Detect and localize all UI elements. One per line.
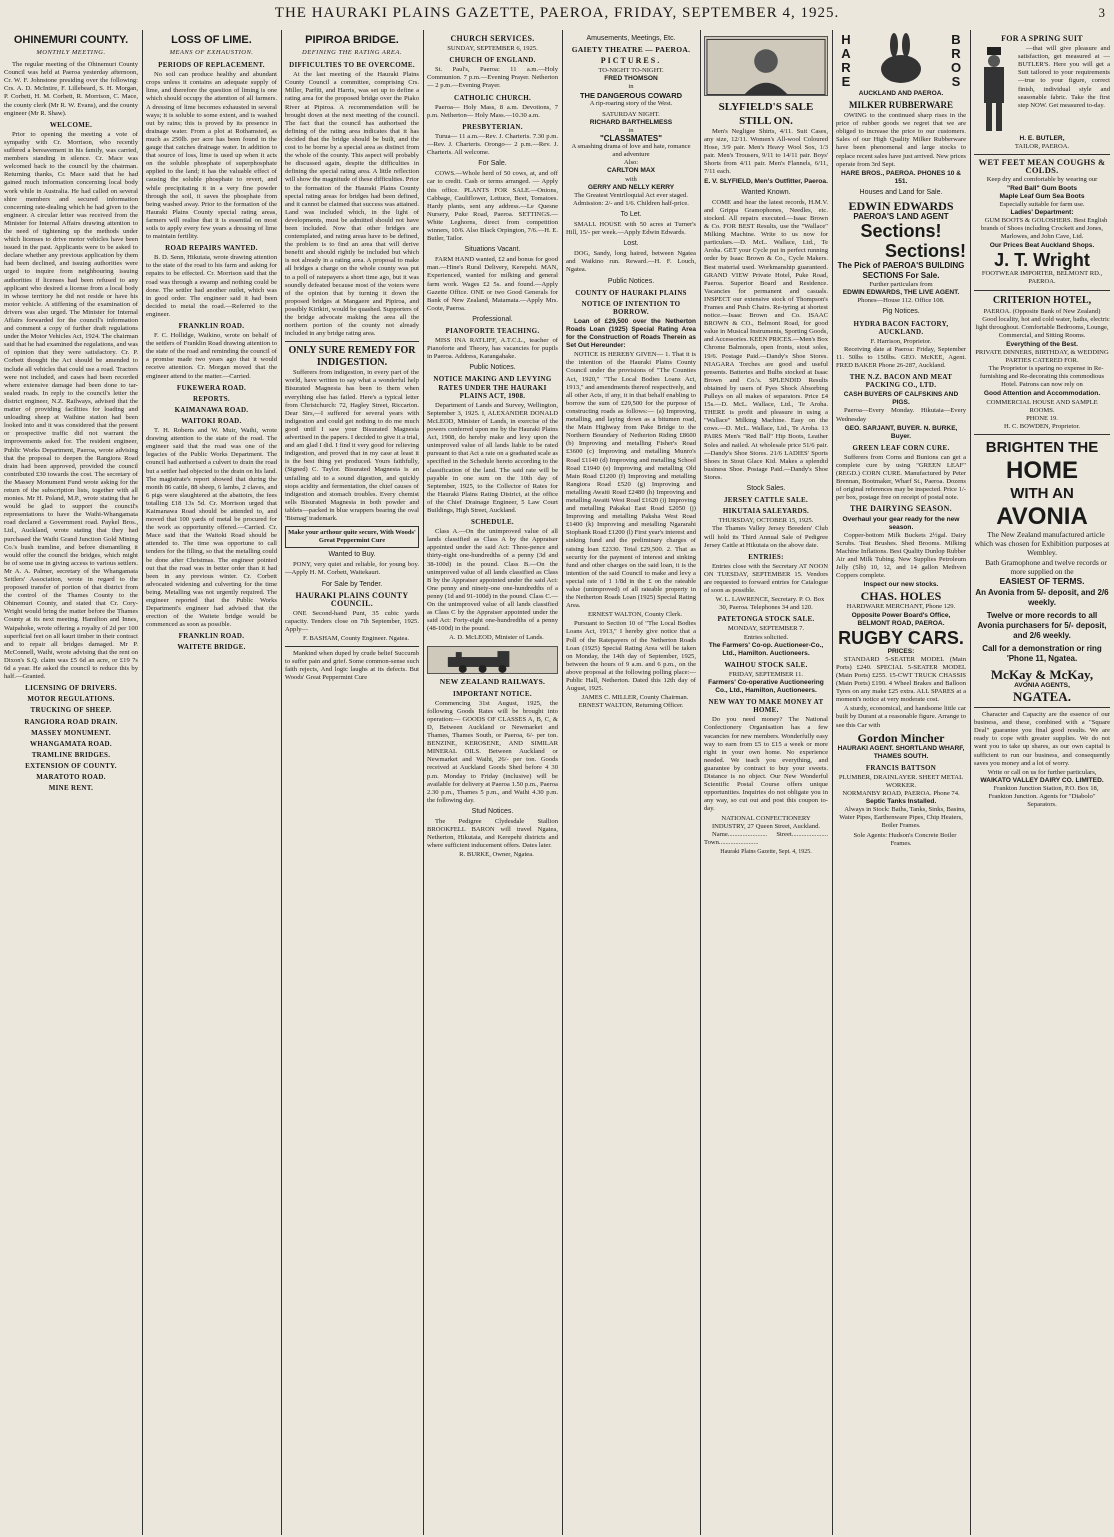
connector-text: with (625, 175, 637, 183)
section-heading: FRANCIS BATTSON (865, 763, 937, 772)
section-heading: SCHEDULE. (471, 518, 514, 527)
ad-headline: AVONIA (996, 502, 1088, 530)
article-text: F. C. Hollidge, Waikino, wrote on behalf of the settlers of Franklin Road drawing attention to the state of the road and reminding the council of a promise made two years ago that it would receive attention. Cr. Morgan moved that the engineer attend to the matter.—Carried. (146, 332, 277, 380)
ad-text: Sufferers from indigestion, in every part of the world, have written to say what a wonderful help Bisurated Magnesia has been to them when everything else has failed. Here's a typical letter from Christchurch: 72, Hagley Street, Riccarton. Dear Sirs,—I suffered for several years with indigestion and could get nothing to do me much good until I saw your Bisurated Magnesia advertised in the papers. I decided to give it a trial, and am glad I did. I find it very good for relieving indigestion, and proved that in my case at least it is the best thing yet produced. Yours faithfully, (Signed) C. Taylor. Bisurated Magnesia is an unfailing aid to a sound digestion, and quickly stops acidity and fermentation, the chief causes of indigestion and stomach troubles. Every chemist sells Bisurated Magnesia in both powder and tablets—packed in blue wrappers bearing the oval 'Bismag' trademark. (285, 369, 419, 522)
coupon-form: Name........................ Street...................... Town........................ (704, 830, 828, 846)
ad-text: Our Prices Beat Auckland Shops. (989, 242, 1095, 250)
schedule-line: TO-NIGHT TO-NIGHT. (598, 67, 664, 75)
divider (285, 341, 419, 342)
theatre-name: GAIETY THEATRE — PAEROA. (571, 45, 691, 55)
schedule-line: SATURDAY NIGHT. (602, 110, 660, 118)
ad-text: COMMERCIAL HOUSE AND SAMPLE ROOMS. (986, 398, 1098, 414)
column-rule (562, 30, 563, 1535)
ad-headline: RUGBY CARS. (838, 627, 964, 648)
ad-text: Bath Gramophone and twelve records or more supplied on the (985, 557, 1107, 576)
section-heading: NOTICE MAKING AND LEVYING RATES UNDER THE HAURAKI PLAINS ACT, 1908. (433, 375, 552, 400)
column-rule (281, 30, 282, 1535)
classified-text: FARM HAND wanted, £2 and bonus for good man.—Hine's Rural Delivery, Kerepehi. MAN, Experienced, wanted for milking and general farm work. Wages £2 5s. and found.—Apply Gazette Office. ONE or two Good Generals for Bank of New Zealand, Matamata.—Apply Mrs. Coote, Paeroa. (427, 256, 558, 312)
listing-text: Turua— 11 a.m.—Rev. J. Charteris. 7.30 p.m.—Rev. J. Charteris. Orongo— 2 p.m.—Rev. J. Charteris. All welcome. (427, 132, 558, 157)
divider (974, 290, 1110, 291)
section-label: Lost. (623, 240, 639, 248)
article-text: B. D. Senn, Hikutaia, wrote drawing attention to the state of the road to his farm and asking for repairs to be effected. Cr. Morrison said that the road was through a swamp and nothing could be done. The settler had another outlet, which was in good order. The engineer said it had been decided to metal the road.—Referred to the engineer. (146, 254, 277, 318)
ad-text: Copper-bottom Milk Buckets 2½gal. Dairy Scrubs. Teat Brushes. Shed Brooms. Milking Machine Inflations. Best Quality Dunlop Rubber Air and Milk Tubing. New Supplies Petroleum Jelly (5lb) 10, 12, and 14 gallon Methven Coppers complete. (836, 531, 966, 580)
section-heading: NEW WAY TO MAKE MONEY AT HOME. (708, 698, 824, 715)
section-heading: NOTICE OF INTENTION TO BORROW. (581, 299, 681, 316)
ad-headline: McKay & McKay, (990, 667, 1094, 682)
section-heading: THE DAIRYING SEASON. (850, 504, 952, 514)
ad-text: CASH BUYERS OF CALFSKINS AND PIGS. (843, 391, 959, 407)
section-heading: GREEN LEAF CORN CURE. (852, 443, 950, 452)
signature: W. L. LAWRENCE, Secretary. P. O. Box 30, Paeroa. Telephones 34 and 120. (715, 596, 825, 612)
section-label: Wanted Known. (741, 188, 791, 196)
article-text: T. H. Roberts and W. Muir, Waihi, wrote drawing attention to the state of the road. The engineer said that the road was one of the legacies of the Public Works Department. The council had authorised a culvert to drain the road but a settler had objected to the drain on his land. The magistrate's report showed that during the month 86 cattle, 88 sheep, 6 lambs, 2 claves, and 6 pigs were slaughtered at the abattoirs, the fees totalling £18 13s 5d. Cr. Morrison urged that Kaimanawa Road should be attended to, and moved that 100 yards of metal be procured for the work as opportunity offered.—Carried. Cr. Mace said that the Waitoki Road should be attended to. The time was opportune to call tenders for the filling, so that the metalling could be done after Christmas. The engineer pointed out that the road was in better order than it had been in any previous winter. Cr. Corbett advocated widening and culverting for the time being. Metalling was not urgently required. The engineer reported that the Public Works Department's engineer had advised that the erection of the Waitete bridge would be commenced as soon as possible. (146, 427, 277, 629)
section-heading: THE N.Z. BACON AND MEAT PACKING CO., LTD. (849, 373, 953, 390)
section-heading: CHURCH OF ENGLAND. (449, 56, 536, 65)
film-title: "CLASSMATES" (599, 134, 663, 144)
classified-text: ONE Second-hand Punt, 35 cubic yards capacity. Tenders close on 7th September, 1925. Apply— (285, 609, 419, 633)
section-heading: WAITOKI ROAD. (181, 416, 242, 425)
ad-text: EASIEST OF TERMS. (999, 575, 1085, 586)
ad-headline: Gordon Mincher (857, 730, 945, 745)
ad-text: HARDWARE MERCHANT, Phone 129. (846, 603, 956, 611)
classified-text: COME and hear the latest records, H.M.V. and Grippa Gramophones, Needles, etc. stocked. All repairs executed.—Isaac Brown & Co. FOR BEST Results, use the "Wallace" Milking Machine. Write to us now for particulars.—D. McL. Wallace, Ltd., Te Aroha. GET your Cycle put in perfect running order by Isaac Brown & Co., Cycle Makers. Best material used. Workmanship guaranteed. GRAND VIEW Private Hotel, Puke Road, Paeroa. Superior Board and Residence. Vacancies for permanent and casuals. INSPECT our extensive stock of Thompson's Frames and Push Chairs. Re-tyring at shortest notice.—Isaac Brown and Co. ISAAC BROWN & CO., Belmont Road, for good value in Musical Instruments, Sporting Goods, and Accessories. KEEN PRICES.—Men's Box Chrome Balmorals, open fronts, stout soles, 19/6. Postage Paid.—Dandy's Shoe Stores. NIAGARA Torches are good and useful presents. Batteries and Bulbs stocked at Isaac Brown and Co.'s. SPLENDID Results obtained by users of Pyes Shock Absorbing Pulleys on all makes of separators. Price £4 15s.—D. McL. Wallace, Ltd., Te Aroha. THERE is profit and pleasure in using a "Wallace" Milking Machine. Easy on the cows.—D. McL. Wallace, Ltd., Te Aroha. 13 PAIRS Men's "Red Ball" Hip Boots, Leather Soles and nailed. At wholesale price 51/6 pair.—Dandy's Shoe Stores. 21/6 LADIES' Sports Shoes in Stout Glace Kid. Makes a splendid business Shoe. Postage Paid.—Dandy's Shoe Stores. (704, 198, 828, 481)
ad-text: Opposite Power Board's Office, BELMONT ROAD, PAEROA. (851, 611, 951, 627)
ad-text: NORMANBY ROAD, PAEROA. Phone 74. (842, 790, 960, 798)
column-ohinemuri-county (4, 32, 138, 1532)
ad-text: GUM BOOTS & GOLOSHERS. Best English brands of Shoes including Crockett and Jones, Marlowes, and John Cave, Ltd. (980, 216, 1108, 241)
divider (974, 434, 1110, 435)
ad-text: PAEROA. (Opposite Bank of New Zealand) (983, 307, 1101, 315)
signature: JAMES C. MILLER, County Chairman. ERNEST WALTON, Returning Officer. (578, 694, 689, 710)
section-heading: MINE RENT. (48, 784, 94, 793)
ad-text: "Red Ball" Gum Boots (1007, 184, 1077, 192)
ad-headline: BRIGHTEN THE (985, 438, 1099, 456)
section-heading: HIKUTAIA SALEYARDS. (722, 507, 810, 516)
subheadline: DEFINING THE RATING AREA. (302, 49, 402, 56)
logo-hare: H A R E (841, 32, 851, 89)
article-text: No soil can produce healthy and abundant crops unless it contains an adequate supply of lime, and therefore the question of liming is one which should occupy the attention of all farmers. A dressing of lime becomes exhausted in several ways; it is soluble to some extent, and is washed out by rains; this is proved by its presence in drainage water. From a plot at Rothamsted, as much as 250lb. per acre has been found in the gauge that catches drainage water. In addition to that source of loss, lime is used up when it acts on the soluble phosphate of superphosphate applied to the land; it has the valuable effect of causing the soluble phosphate to revert, and while precipitating it in a very fine powder through the soil, it saves the phosphate from being washed away. Prior to the formation of the Hauraki Plains County special rating areas, farmers will realise that it is essential on most soils to apply every few years a dressing of lime to maintain fertility. (146, 71, 277, 241)
spring-suit-ad (974, 45, 1110, 135)
connector-text: in (628, 83, 634, 91)
ad-text: Paeroa—Every Monday. Hikutaia—Every Wednesday (836, 407, 966, 423)
ad-text: Always in Stock: Baths, Tanks, Sinks, Basins, Water Pipes, Earthenware Pipes, Chip Heaters, Boiler Frames. (839, 806, 966, 830)
ad-text: Maple Leaf Gum Sea Boots (999, 192, 1085, 200)
section-heading: TRUCKING OF SHEEP. (30, 706, 112, 715)
headline: CHURCH SERVICES. (450, 34, 535, 43)
section-heading: PRESBYTERIAN. (462, 122, 523, 131)
ad-text: PRIVATE DINNERS, BIRTHDAY, & WEDDING PARTIES CATERED FOR. (975, 348, 1109, 365)
notice-text: Department of Lands and Survey, Wellington, September 3, 1925. I, ALEXANDER DONALD McLEOD, Minister of Lands, in exercise of the powers conferred upon me by the Hauraki Plains Act, 1908, do hereby make and levy upon the unimproved value of all lands liable to be rated pursuant to that Act a rate on a graduated scale as specified in the Schedule hereto according to the classification of the land. The said rate will be payable in one sum on the 10th day of September, 1925, to the Collector of Rates for the Hauraki Plains Rating District, at the office of the Chief Drainage Engineer, 5 Law Court Buildings, High Street, Auckland. (427, 401, 558, 514)
ad-signature: HARE BROS., PAEROA. PHONES 10 & 151. (840, 169, 962, 185)
actor-name: FRED THOMSON (604, 75, 658, 83)
film-tagline: A smashing drama of love and hate, romance and adventure (571, 143, 691, 159)
ad-text: Good locality, hot and cold water, baths, electric light throughout. Comfortable Bedrooms, Lounge, Commercial, and Sitting Rooms. (975, 315, 1110, 339)
ad-text: Especially suitable for farm use. (999, 200, 1085, 208)
section-heading: JERSEY CATTLE SALE. (723, 496, 809, 505)
column-rule (142, 30, 143, 1535)
section-label: Houses and Land for Sale. (859, 188, 943, 196)
company-address: NATIONAL CONFECTIONERY INDUSTRY, 27 Queen Street, Auckland. (711, 814, 821, 830)
section-heading: ROAD REPAIRS WANTED. (165, 244, 258, 253)
section-heading: MOTOR REGULATIONS. (27, 695, 115, 704)
section-heading: WELCOME. (49, 120, 93, 129)
ad-text: Septic Tanks Installed. (865, 798, 937, 806)
ad-headline: MILKER RUBBERWARE (849, 100, 953, 111)
section-heading: COUNTY OF HAURAKI PLAINS (575, 288, 687, 297)
act-name: GERRY AND NELLY KERRY (587, 183, 675, 191)
headline: LOSS OF LIME. (171, 34, 252, 46)
sections-heading: Sections! (884, 241, 966, 262)
section-heading: EXTENSION OF COUNTY. (25, 761, 117, 770)
classified-text: SMALL HOUSE with 50 acres at Turner's Hill, 15/- per week.—Apply Edwin Edwards. (566, 220, 696, 237)
ad-headline: ONLY SURE REMEDY FOR INDIGESTION. (288, 345, 416, 369)
ad-signature: E. V. SLYFIELD, Men's Outfitter, Paeroa. (704, 177, 828, 185)
gentleman-icon (974, 45, 1014, 135)
ad-text: Sole Agents: Hudson's Concrete Boiler Frames. (853, 831, 957, 847)
act-tagline: The Greatest Ventriloquial Act ever staged. (574, 191, 688, 199)
headline: PIPIROA BRIDGE. (305, 34, 399, 46)
classified-text: PONY, very quiet and reliable, for young boy.—Apply H. M. Corbett, Waitekauri. (285, 561, 419, 577)
notice-text: The Thames Valley Jersey Breeders' Club will hold its Third Annual Sale of Pedigree Jersey Cattle at Hikutaia on the above date. (704, 525, 828, 549)
column-loss-of-lime (146, 32, 277, 1532)
ad-headline: HAURAKI PLAINS COUNTY COUNCIL. (295, 590, 409, 608)
section-heading: LICENSING OF DRIVERS. (25, 684, 117, 693)
ad-signature: EDWIN EDWARDS, THE LIVE AGENT. (842, 289, 960, 297)
column-butler-tailor (974, 32, 1110, 1532)
ad-text: Sufferers from Corns and Bunions can get a complete cure by using "GREEN LEAF" (REGD.) CORN CURE. Manufactured by Peter Brennan, Bootmaker, Wharf St., Paeroa. Dozens of original references may be inspected. Price 1/- per box, postage free on receipt of postal note. (836, 453, 966, 502)
logo-bros: B R O S (950, 32, 962, 89)
subheadline: MEANS OF EXHAUSTION. (169, 49, 254, 56)
listing-text: Paeroa— Holy Mass, 8 a.m. Devotions, 7 p.m. Netherton— Holy Mass.—10.30 a.m. (427, 103, 558, 119)
ad-text: An Avonia from 5/- deposit, and 2/6 weekly. (975, 588, 1109, 607)
ad-text: Good Attention and Accommodation. (983, 390, 1101, 398)
notice-text: Pursuant to Section 10 of "The Local Bodies Loans Act, 1913," I hereby give notice that a Poll of the Ratepayers of the Netherton Roads Loan (1925) Special Rating Area will be taken on Monday, the 14th day of September, 1925, between the hours of 9 a.m. and 6 p.m., on the above proposal at the following polling place:— Public Hall, Netherton. Dated this 12th day of August, 1925. (566, 620, 696, 693)
page-number: 3 (1098, 5, 1106, 20)
portrait-illustration (704, 36, 828, 96)
ad-headline: WAIKATO VALLEY DAIRY CO. LIMITED. (980, 776, 1104, 784)
ad-text: The Pick of PAEROA'S BUILDING SECTIONS For Sale. (837, 261, 965, 281)
section-label: Situations Vacant. (464, 246, 521, 254)
ad-text: PLUMBER, DRAINLAYER. SHEET METAL WORKER. (838, 773, 964, 789)
admission-price: Admission: 2/- and 1/6. Children half-price. (573, 199, 689, 207)
date-line: THURSDAY, OCTOBER 15, 1925. (718, 517, 814, 525)
ad-text: Character and Capacity are the essence of our business, and these, combined with a "Square Deal" guarantee you final good results. We are ready to cope with greater supplies. We do not want you to take up shares, as our own capital is sufficient to run our business, and consequently saves you money and a lot of worry. (974, 711, 1110, 767)
notice-text: Entries close with the Secretary AT NOON ON TUESDAY, SEPTEMBER 15. Vendors are requested to forward entries for Catalogue of soon as possible. (704, 562, 828, 595)
column-slyfields (704, 32, 828, 1532)
divider (285, 646, 419, 647)
signature: ERNEST WALTON, County Clerk. (587, 611, 683, 619)
notice-text: Commencing 31st August, 1925, the following Goods Rates will be brought into operation:— GOODS OF CLASSES A, B, C, & D, Between Auckland or Newmarket and Thames, Thames South, or Paeroa, 6/- per ton. BENZINE, KEROSENE, AND SIMILAR MINERAL OILS. Between Auckland or Newmarket and Waihi, 26/- per ton. Goods received at Auckland Goods Shed before 4 30 p.m. Monday to Friday (inclusive) will be available for delivery at Paeroa 1.50 p.m., Paeroa 2.30 p.m., Thames 5 p.m., and Waihi 4.30 p.m. the following day. (427, 699, 558, 804)
section-heading: REPORTS. (193, 394, 230, 403)
section-label: Stud Notices. (471, 807, 514, 815)
section-heading: PIANOFORTE TEACHING. (445, 327, 540, 335)
signature: F. BASHAM, County Engineer. Ngatea. (302, 635, 410, 643)
section-heading: FRANKLIN ROAD. (178, 322, 245, 330)
section-heading: NEW ZEALAND RAILWAYS. (439, 677, 546, 687)
company-location: AUCKLAND AND PAEROA. (858, 90, 944, 97)
ad-text: TAILOR, PAEROA. (1014, 143, 1070, 151)
ad-headline: J. T. Wright (994, 250, 1090, 271)
ad-text: Men's Negligee Shirts, 4/11. Suit Cases, any size, 12/11. Women's All-wool Coloured Hose, 3/9 pair. Men's Heavy Wool Sox, 1/3 pair. Men's Trousers, 9/11 to 14/11 pair. Boys' Shorts from 4/11 pair. Men's Flannels, 6/11, 7/11 each. (704, 128, 828, 176)
ad-tagline: Make your arthour quite secure, With Woods' Great Peppermint Cure (285, 526, 419, 548)
ad-text: Frankton Junction Station, P.O. Box 18, Frankton Junction. Agents for "Diabolo" Separators. (988, 784, 1099, 809)
masthead-title: THE HAURAKI PLAINS GAZETTE, PAEROA, FRIDAY, SEPTEMBER 4, 1925. (274, 5, 840, 21)
ad-headline: EDWIN EDWARDS (848, 199, 954, 214)
ad-subheadline: PAEROA'S LAND AGENT (853, 212, 949, 222)
classified-text: The Pedigree Clydesdale Stallion BROOKFELL BARON will travel Ngatea, Netherton, Hikutaia, and Kerepehi districts and where sufficient inducement offers. Dates later. (427, 817, 558, 850)
ad-headline: WITH AN (1010, 484, 1074, 502)
column-church-services (427, 32, 558, 1532)
section-heading: RANGIORA ROAD DRAIN. (24, 717, 118, 726)
section-heading: WAIHOU STOCK SALE. (724, 660, 808, 669)
section-label: For Sale. (478, 160, 507, 168)
section-heading: FRANKLIN ROAD. (178, 632, 245, 641)
article-text: The regular meeting of the Ohinemuri County Council was held at Paeroa yesterday afternoon, Cr. W. F. Johnstone presiding over the following: Crs. A. D. McIntire, F. Lillebeard, S. H. Morgan, P. Corbett, H. M. Corbett, R. Morrison, C. Mace, the county clerk (Mr R. W. Evans), and the county engineer (Mr R. Shaw). (4, 61, 138, 117)
ad-headline: CRITERION HOTEL, (992, 294, 1092, 306)
notice-text: NOTICE IS HEREBY GIVEN— 1. That it is the intention of the Hauraki Plains County Council under the provisions of "The Counties Act, 1920," "The Local Bodies Loans Act, 1913," and amendments thereof respectively, and all other Acts, if any, it in that behalf enabling to borrow the sum of £29,500 for the purpose of constructing roads as follows:— (a) Improving, metalling, and laying down as a bitumen road, the Main Highway from Pake Bridge to the Northern Boundary of Netherton Riding £8600 (b) Improving and metalling Fisher's Road £3600 (c) Improving and metalling Munro's Road £1140 (d) Improving and metalling School Road £1940 (e) Improving and metalling Old Main Road £1200 (f) Improving and metalling Rangiora Road £520 (g) Improving and metalling Awaiti Road £2480 (h) Improving and metalling Awaiti West Road £1620 (i) Improving and metalling Pakakai East Road £2050 (j) Improving and metalling Paksha West Road £1400 (k) Improving and metalling Ngararahi Stopbank Road £1200 (l) First year's interest and sinking fund and the preliminary charges of raising loan £2330. Total £29,500. 2. That as security for the payment of interest and sinking fund and other charges on the said loan, it is the intention of the said Council to make and levy a special rate of 1 1/8d in the £ on the rateable value (unimproved) of all rateable property in the Netherton Roads Loan (1925) Special Rating Area. (566, 351, 696, 610)
ad-text: F. Harrison, Proprietor. (870, 337, 932, 345)
ad-text: FOOTWEAR IMPORTER, BELMONT RD., PAEROA. (981, 270, 1103, 286)
signature: R. BURKE, Owner, Ngatea. (459, 851, 534, 859)
column-rule (970, 30, 971, 1535)
ad-text: Do you need money? The National Confectionery Organisation has a few vacancies for new members. Wonderfully easy way to earn from £5 to £15 a week or more right in your own home. No experience needed. We teach you everything, and guarantee by contract to buy your sweets. Distance is no object. Our New Wonderful Scientific Postal Course offers unique opportunities. Inquiries do not obligate you in any way, so cut out and post this coupon to-day. (704, 716, 828, 813)
locomotive-icon (428, 647, 557, 675)
ad-headline: FOR A SPRING SUIT (1001, 34, 1083, 43)
ad-headline: WET FEET MEAN COUGHS & COLDS. (978, 157, 1106, 176)
ad-headline: HOME (1006, 456, 1078, 484)
ad-phone: Phones—House 112. Office 108. (857, 297, 945, 305)
date-line: SUNDAY, SEPTEMBER 6, 1925. (447, 45, 538, 53)
ad-subheadline: PRICES: (887, 647, 915, 655)
section-label: Wanted to Buy. (328, 551, 376, 559)
auctioneer-name: The Farmers' Co-op. Auctioneer-Co., Ltd., Hamilton. Auctioneers. (708, 641, 824, 657)
ad-headline: CHAS. HOLES (860, 589, 942, 604)
section-label: Pig Notices. (882, 308, 920, 316)
divider (974, 707, 1110, 708)
ad-text: HAURAKI AGENT. SHORTLAND WHARF, THAMES SOUTH. (837, 744, 965, 760)
column-rule (423, 30, 424, 1535)
ad-text: Call for a demonstration or ring 'Phone 11, Ngatea. (982, 644, 1102, 663)
column-hare-bros (836, 32, 966, 1532)
notice-line: Entries solicited. (743, 633, 789, 641)
ad-text: Inspect our new stocks. (863, 581, 939, 589)
section-heading: HYDRA BACON FACTORY, AUCKLAND. (853, 319, 949, 336)
ad-subheadline: Ladies' Department: (1010, 208, 1074, 216)
divider (974, 154, 1110, 155)
sections-heading: Sections! (860, 221, 942, 242)
column-pipiroa-bridge (285, 32, 419, 1532)
signature: A. D. McLEOD, Minister of Lands. (449, 634, 544, 642)
ad-subheadline: AVONIA AGENTS, (1014, 682, 1070, 689)
column-amusements (566, 32, 696, 1532)
ad-signature: GEO. SARJANT, BUYER. N. BURKE, Buyer. (844, 424, 958, 440)
ad-headline: NGATEA. (1013, 689, 1071, 705)
section-heading: WHANGAMATA ROAD. (30, 739, 112, 748)
classified-text: COWS.—Whole herd of 50 cows, at, and off car to credit. Cash or terms arranged. — Apply this office. PLANTS FOR SALE.—Onions, Cabbage, Cauliflower, Lettuce, Beet, Tomatoes. Hardy plants, sent any address.—Le Quesne Nursery, Puke Road, Paeroa. SETTINGS.—White Leghorns, direct from competition winners, 10/6. Also Black Orpington, 7/6.—H. E. Butler, Tailor. (427, 170, 558, 243)
ad-text: Twelve or more records to all Avonia purchasers for 5/- deposit, and 2/6 weekly. (977, 611, 1107, 640)
notice-heading: Loan of £29,500 over the Netherton Roads Loan (1925) Special Rating Area for the Construction of Roads Therein as Set Out Hereunder: (566, 317, 696, 350)
section-label: Amusements, Meetings, Etc. (586, 35, 676, 42)
ad-text: PHONE 19. (1026, 414, 1058, 422)
ad-text: OWING to the continued sharp rises in the price of rubber goods we regret that we are obliged to increase the price to our customers. Sales of our High Quality Milker Rubberware have been phenomenal and large stocks to replace recent sales have just arrived. New prices operate from 3rd Sept. (836, 112, 966, 168)
section-label: Public Notices. (607, 277, 655, 285)
ad-signature: H. E. BUTLER, (1019, 135, 1065, 143)
date-line: FRIDAY, SEPTEMBER 11. (728, 670, 804, 678)
article-text: Prior to opening the meeting a vote of sympathy with Cr. Morrison, who recently suffered a bereavement in his family, was carried, members standing in silence. Cr. Mace was welcomed back to the council by the chairman. Returning thanks, Cr. Mace said that he had gained much information concerning local body work while in Australia. He had called on several shire members and secured information concerning rate-dealing which he had given to the engineer. A circular letter was received from the Minister for Internal Affairs drawing attention to the need of tightening up the methods under which licenses to drive motor vehicles have been issued in the past. Applicants were to be asked to declare whether any previous application by them had been declined, and issuing authorities were urged to inquire from neighbouring issuing authorities if licenses had been refused to any applicant who desired a license from a local body in whose territory he did not reside or have his motor vehicle. A stiffening of the examination of drivers was also urged. The Minister for Internal Affairs forwarded for the council's information and comment a copy of further draft regulations under the Motor Vehicles Act, 1924. The chairman said that he had examined the regulations, and was of opinion that they were satisfactory. Cr. P. Corbett thought the Act should be amended to include all vehicles that could use a road. Tractors were not included, and cases had been recorded where extensive damage had been done to tar-sealed roads. In reply to the council's letter the district engineer, N.Z. Railways, advised that the matter of providing facilities for loading and unloading sheep at Waihine station had been looked into and it was considered that the present or prospective traffic did not warrant the improvements asked for. The resident engineer, Public Works Department, Paeroa, wrote advising that the proposal to deepen the Rangiora Road drain had been approved, provided the council contributed £30 towards the cost. The secretary of the Massey Monument Fund wrote asking for the return of the subscription lists, together with all monies. Mr H. Poland, M.P., wrote stating that he would be glad to support the council's representations to have the Waihi-Whangamata road declared a Government road. Paykel Bros., Ltd., Auckland, wrote stating that they had purchased the Waihi Grand Junction Gold Mining Co.'s bush tramline, and before dismantling it would offer the council the bridges, which might be of some use in giving access to various settlers. Mr A. A. Palmer, secretary of the Whangamata Settlers' Association, wrote in regard to the proposed transfer of portion of that district from the control of the Thames County to the Ohinemuri County, and stated that Cr. Cory-Wright would bring the matter before the Thames County at its next meeting. Hamilton and Innes, Waipahoke, wrote offering a royalty of 2d per 100 superficial feet on all kauri timber in their contract and to repair all bridges damaged. Mr P. McConnell, Waihi, wrote advising that the rent on Dixon's S.Q. claim was £5 6d an acre, or £19 7s 6d a year. He asked the council to reduce this by half.—Granted. (4, 130, 138, 681)
ad-text: The Proprietor is sparing no expense in Re-furnishing and Re-decorating this commodious Hotel. Patrons can now rely on (979, 365, 1105, 389)
connector-text: Also: (623, 159, 639, 167)
subheadline: MONTHLY MEETING. (36, 49, 106, 56)
ad-text: Everything of the Best. (1006, 340, 1078, 348)
ad-subheadline: Overhaul your gear ready for the new season. (842, 515, 960, 531)
ad-signature: H. C. BOWDEN, Proprietor. (1003, 422, 1080, 430)
date-line: MONDAY, SEPTEMBER 7. (727, 625, 805, 633)
ad-text: Write or call on us for further particulars, (987, 768, 1097, 776)
listing-text: St. Paul's, Paeroa: 11 a.m.—Holy Communion. 7 p.m.—Evening Prayer. Netherton— 2 p.m.—Evening Prayer. (427, 66, 558, 90)
section-heading: IMPORTANT NOTICE. (453, 689, 532, 698)
section-label: To Let. (620, 210, 642, 218)
article-text: At the last meeting of the Hauraki Plains County Council a committee, comprising Crs. Miller, Parfitt, and Harris, was set up to define a rating area for the proposed bridge over the Piako River at Pipiroa. A recommendation will be brought down at the next meeting of the council. The fact that the council has authorised the defining of the rating area indicates that it has decided that the bridge should be built, and the cost to be borne by a special area as distinct from the whole of the county. This aspect will probably be discussed again, despite the difficulties in defining the special rating area. A little reflection will show the magnitude of these difficulties. Prior to the formation of the Hauraki Plains County special rating areas for bridges had been defined, and it cannot be claimed that success was attained. Land was included which, in the light of developments, must be admitted should not have been included. Now that other bridges are contemplated, and rating areas have to be defined, the problem is to find an area that will derive benefit and should rightly be included but which is not already in a rating area. A proposal to make all bridges a charge on the whole county was put to a poll of ratepayers a short time ago, but it was soundly defeated because most of the voters were of the opinion that by turning it down the proposed bridges at Mangaere and Pipiroa, and possibly Kirikiri, would be quashed. Supporters of the bridge advocate making the area all the northern portion of the county not already included in any bridge rating area. (285, 71, 419, 338)
section-label: Stock Sales. (746, 485, 786, 493)
hare-bros-logo (836, 32, 966, 90)
notice-text: Class A.—On the unimproved value of all lands classified as Class A by the Appraiser appointed under the said Act: Three-pence and thirty-eight one-hundredths of a penny (3d and 38-100d) in the pound. Class B.—On the unimproved value of all lands classified as Class B by the Appraiser appointed under the said Act: One penny and ninety-one one-hundredths of a penny (1d and 91-100d) in the pound. Class C.—On the unimproved value of all lands classified as Class C by the Appraiser appointed under the said Act: Forty-eight one-hundredths of a penny (48-100d) in the pound. (427, 528, 558, 633)
section-label: Professional. (472, 315, 513, 323)
section-heading: MASSEY MONUMENT. (31, 728, 111, 737)
auctioneer-name: Farmers' Co-operative Auctioneering Co., Ltd., Hamilton, Auctioneers. (708, 679, 824, 695)
section-heading: PERIODS OF REPLACEMENT. (158, 61, 265, 70)
pictures-label: PICTURES. (600, 56, 662, 66)
section-heading: CATHOLIC CHURCH. (453, 93, 531, 102)
ad-text: The New Zealand manufactured article which was chosen for Exhibition purposes at Wembley. (974, 529, 1110, 557)
act-name: CARLTON MAX (606, 167, 656, 175)
section-heading: DIFFICULTIES TO BE OVERCOME. (289, 61, 415, 70)
column-rule (832, 30, 833, 1535)
ad-text: Keep dry and comfortable by wearing our (986, 176, 1098, 184)
film-tagline: A rip-roaring story of the West. (589, 99, 673, 107)
man-portrait-icon (705, 37, 827, 97)
coupon-footer: Hauraki Plains Gazette, Sept. 4, 1925. (720, 848, 812, 855)
ad-text: Further particulars from (869, 281, 933, 289)
section-label: Public Notices. (469, 364, 516, 372)
ad-text: STANDARD 5-SEATER MODEL (Main Ports) £240. SPECIAL 5-SEATER MODEL (Main Ports) £255. 15-CWT TRUCK CHASSIS (Main Ports) £190. 4 Wheel Brakes and Balloon Tyres on any make £25 extra. ALL SPARES at a moment's notice at very moderate cost. (836, 655, 966, 704)
section-heading: MARATOTO ROAD. (36, 772, 106, 781)
train-illustration (427, 646, 558, 674)
section-heading: ENTRIES: (748, 552, 784, 561)
section-heading: PATETONGA STOCK SALE. (717, 615, 815, 624)
classified-text: DOG, Sandy, long haired, between Ngatea and Waikino run. Reward.—H. F. Louch, Ngatea. (566, 250, 696, 274)
masthead (0, 0, 1114, 30)
ad-text: Receiving date at Paeroa: Friday, September 11. 50lbs to 150lbs. GEO. McKEE, Agent. FRED BAKER Phone 26-287, Auckland. (836, 345, 966, 369)
ad-text: —that will give pleasure and satisfaction, get measured at — BUTLER'S. Here you will get a Suit tailored to your requirements—true to your figure, correct finish, individual style and seasonable fabric. Take the first step NOW. Get measured to-day. (1018, 45, 1110, 109)
section-heading: TRAMLINE BRIDGES. (31, 750, 111, 759)
ad-text: Mankind when duped by crude belief Succumb to suffer pain and grief. Some common-sense such faith rejects, And logic laughs at its defects. But Woods' Great Peppermint Cure (285, 650, 419, 682)
hare-icon (866, 33, 936, 89)
connector-text: in (628, 126, 634, 134)
section-heading: FUKEWERA ROAD. (176, 383, 247, 392)
section-heading: KAIMANAWA ROAD. (174, 405, 249, 414)
section-label: For Sale by Tender. (321, 580, 383, 588)
column-rule (700, 30, 701, 1535)
section-heading: WAITETE BRIDGE. (177, 643, 246, 652)
ad-headline: SLYFIELD'S SALE STILL ON. (718, 101, 814, 127)
film-title: THE DANGEROUS COWARD (579, 90, 683, 100)
actor-name: RICHARD BARTHELMESS (589, 118, 673, 126)
ad-text: A sturdy, economical, and handsome little car built by Durant at a reasonable figure. Arrange to see this Car with (836, 705, 966, 729)
classified-text: MISS INA RATLIFF, A.T.C.L., teacher of Pianoforte and Theory, has vacancies for pupils in Paeroa. Address, Karangahake. (427, 337, 558, 361)
headline: OHINEMURI COUNTY. (13, 34, 129, 46)
